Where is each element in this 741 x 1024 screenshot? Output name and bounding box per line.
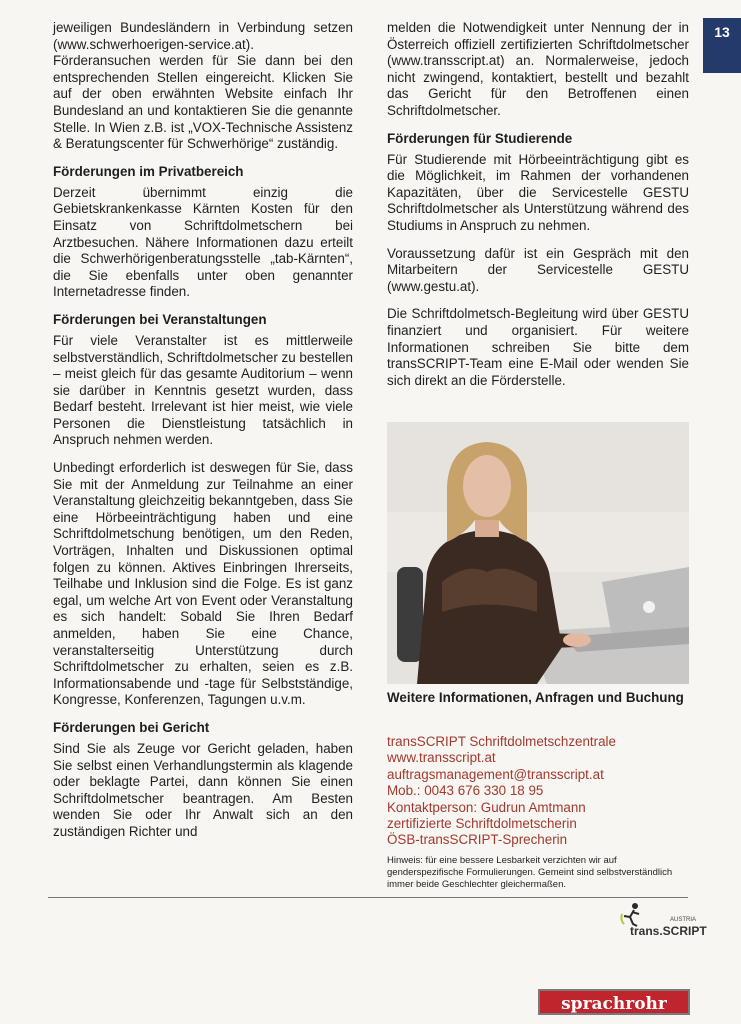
portrait-photo bbox=[387, 422, 689, 684]
paragraph-gericht-continued: melden die Notwendigkeit unter Nennung der in Österreich offiziell zertifizierten Schriftdolmetscher (www.transscript.at) an. Normalerweise, jedoch nicht zwingend, kontaktiert, bestellt und bezahlt das Gericht für den Betroffenen einen Schriftdolmetscher. bbox=[387, 20, 689, 118]
contact-email-link[interactable]: auftragsmanagement@transscript.at bbox=[387, 766, 604, 782]
logo-austria-text: AUSTRIA bbox=[670, 917, 697, 923]
footer-divider bbox=[48, 897, 688, 898]
sprachrohr-logo: sprachrohr bbox=[538, 989, 690, 1015]
heading-studierende: Förderungen für Studierende bbox=[387, 130, 573, 146]
heading-gericht: Förderungen bei Gericht bbox=[53, 719, 210, 735]
paragraph-privatbereich: Derzeit übernimmt einzig die Gebietskrankenkasse Kärnten Kosten für den Einsatz von Schriftdolmetschern bei Arztbesuchen. Nähere Informationen dazu erteilt die Schwerhörigenberatungsstelle „tab-Kärnten“, die Sie ebenfalls unter oben genannter Internetadresse finden. bbox=[53, 184, 353, 300]
logo-name-text: trans.SCRIPT bbox=[630, 924, 707, 938]
page-number: 13 bbox=[703, 18, 741, 73]
info-title: Weitere Informationen, Anfragen und Buchung bbox=[387, 690, 684, 705]
gender-hint: Hinweis: für eine bessere Lesbarkeit verzichten wir auf genderspezifische Formulierungen. Gemeint sind selbstverständlich immer beide Geschlechter gleichermaßen. bbox=[387, 855, 673, 890]
contact-role: zertifizierte Schriftdolmetscherin bbox=[387, 816, 577, 832]
paragraph-gericht: Sind Sie als Zeuge vor Gericht geladen, haben Sie selbst einen Verhandlungstermin als klagende oder beklagte Partei, dann können Sie einen Schriftdolmetscher beantragen. Am Besten wenden Sie oder Ihr Anwalt sich an den zuständigen Richter und bbox=[53, 740, 353, 839]
paragraph-intro: jeweiligen Bundesländern in Verbindung setzen (www.schwerhoerigen-service.at). Förderansuchen werden für Sie dann bei den entsprechenden Stellen eingereicht. Klicken Sie auf der oben erwähnten Website einfach Ihr Bundesland an und kontaktieren Sie die genannte Stelle. In Wien z.B. ist „VOX-Technische Assistenz & Beratungscenter für Schwerhörige“ zuständig. bbox=[53, 20, 353, 152]
contact-role-2: ÖSB-transSCRIPT-Sprecherin bbox=[387, 832, 568, 848]
heading-veranstaltungen: Förderungen bei Veranstaltungen bbox=[53, 311, 267, 327]
paragraph-studierende-2: Voraussetzung dafür ist ein Gespräch mit den Mitarbeitern der Servicestelle GESTU (www.gestu.at). bbox=[387, 245, 689, 294]
contact-phone: Mob.: 0043 676 330 18 95 bbox=[387, 783, 544, 799]
contact-block bbox=[387, 734, 689, 849]
paragraph-veranstaltungen-1: Für viele Veranstalter ist es mittlerweile selbstverständlich, Schriftdolmetscher zu bestellen – meist gleich für das gesamte Auditorium – wenn sie darüber in Kenntnis gesetzt wurden, dass Bedarf besteht. Irrelevant ist hier meist, wie viele Personen die Dienstleistung tatsächlich in Anspruch nehmen werden. bbox=[53, 332, 353, 448]
paragraph-studierende-3: Die Schriftdolmetsch-Begleitung wird über GESTU finanziert und organisiert. Für weitere Informationen schreiben Sie bitte dem transSCRIPT-Team eine E-Mail oder wenden Sie sich direkt an die Förderstelle. bbox=[387, 306, 689, 388]
right-column bbox=[387, 20, 689, 400]
transscript-logo bbox=[618, 902, 707, 942]
portrait-illustration bbox=[387, 422, 689, 684]
left-column bbox=[53, 20, 353, 852]
heading-privatbereich: Förderungen im Privatbereich bbox=[53, 163, 244, 179]
contact-website-link[interactable]: www.transscript.at bbox=[387, 750, 496, 766]
paragraph-studierende-1: Für Studierende mit Hörbeeinträchtigung gibt es die Möglichkeit, im Rahmen der vorhandenen Kapazitäten, über die Servicestelle GESTU Schriftdolmetscher als Unterstützung während des Studiums in Anspruch zu nehmen. bbox=[387, 151, 689, 233]
contact-person: Kontaktperson: Gudrun Amtmann bbox=[387, 799, 586, 815]
contact-organisation: transSCRIPT Schriftdolmetschzentrale bbox=[387, 734, 616, 749]
paragraph-veranstaltungen-2: Unbedingt erforderlich ist deswegen für Sie, dass Sie mit der Anmeldung zur Teilnahme an einer Veranstaltung gleichzeitig bekanntgeben, dass Sie eine Hörbeeinträchtigung haben und eine Schriftdolmetschung benötigen, um den Reden, Vorträgen, Inhalten und Diskussionen optimal folgen zu können. Aktives Einbringen Ihrerseits, Teilhabe und Inklusion sind die Folge. Es ist ganz egal, um welche Art von Event oder Veranstaltung es sich handelt: Sobald Sie Ihren Bedarf anmelden, haben Sie eine Chance, veranstalterseitig Unterstützung durch Schriftdolmetscher zu erhalten, seien es z.B. Informationsabende und -tage für Selbstständige, Kongresse, Konferenzen, Tagungen u.v.m. bbox=[53, 460, 353, 708]
